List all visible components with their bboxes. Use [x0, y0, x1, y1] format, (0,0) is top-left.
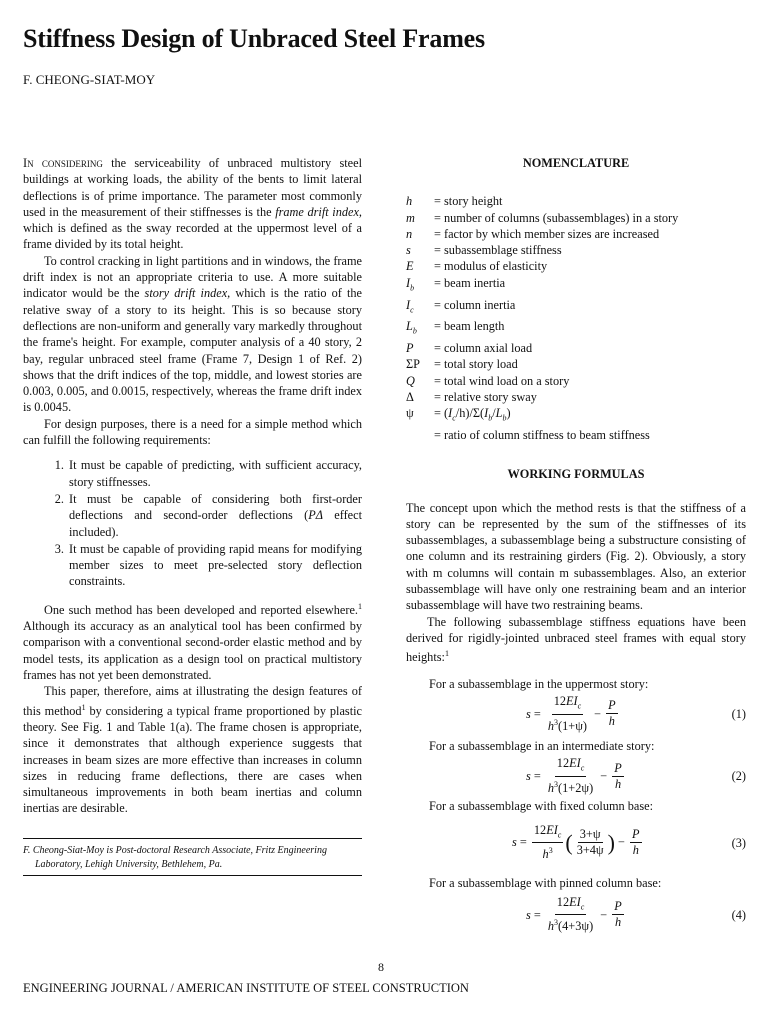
footnote-bottom-divider — [23, 875, 362, 876]
nomen-definition: = number of columns (subassemblages) in a story — [434, 210, 679, 225]
page-number: 8 — [378, 960, 384, 974]
nomenclature-table — [406, 193, 678, 443]
nomen-definition: = column inertia — [434, 297, 516, 312]
formula-caption: For a subassemblage with fixed column base: — [429, 799, 654, 814]
nomen-symbol: $I_b$ — [406, 275, 415, 293]
formulas-p2-text: The following subassemblage stiffness equations have been derived for rigidly-jointed unbraced steel frames with equal story heights: — [406, 614, 746, 665]
equation-expression: s = $\frac{12EI_c}{h^3}$ ( $\frac{3+\psi}{3+4\psi}$ ) − $\frac{P}{h}$ — [512, 822, 640, 862]
table-row — [406, 193, 678, 209]
table-row — [406, 356, 678, 372]
list-item — [67, 491, 362, 540]
formula-caption: For a subassemblage in an intermediate story: — [429, 738, 655, 753]
formula-caption: For a subassemblage with pinned column base: — [429, 875, 662, 890]
term-story-drift-index: story drift index, — [144, 286, 231, 301]
nomen-definition: = beam length — [434, 319, 505, 334]
reference-superscript: 1 — [358, 601, 362, 611]
left-column — [23, 155, 362, 876]
equation-expression: s = $\frac{12EI_c}{h^3(4+3\psi)}$ − $\frac{P}{h}$ — [526, 895, 622, 934]
table-row — [406, 318, 678, 340]
req2-end: effect included). — [69, 508, 362, 539]
intro-paragraph-4 — [23, 599, 362, 684]
nomen-symbol: P — [406, 341, 414, 356]
equation-1 — [406, 694, 746, 734]
equation-number: (1) — [731, 706, 746, 721]
nomen-symbol: ΣP — [406, 357, 420, 372]
nomen-symbol: n — [406, 226, 413, 241]
intro-paragraph-1 — [23, 155, 362, 253]
list-item: 1. It must be capable of predicting, with sufficient accuracy, story stiffnesses. — [67, 457, 362, 490]
requirements-list — [23, 457, 362, 589]
table-row — [406, 405, 678, 427]
intro-paragraph-3: For design purposes, there is a need for a simple method which can fulfill the following requirements: — [23, 416, 362, 448]
nomen-symbol: $L_b$ — [406, 319, 417, 336]
intro-p2-text: To control cracking in light partitions and in windows, the frame drift index is not an appropriate criteria to use. A more suitable indicator would be the — [23, 253, 362, 301]
nomen-definition: = relative story sway — [434, 389, 537, 404]
equation-expression: s = $\frac{12EI_c}{h^3(1+\psi)}$ − $\frac{P}{h}$ — [526, 694, 616, 733]
reference-superscript: 1 — [81, 702, 86, 712]
paper-title: Stiffness Design of Unbraced Steel Frames — [23, 24, 485, 53]
nomen-symbol: Δ — [406, 389, 414, 404]
nomen-symbol: E — [406, 259, 414, 274]
nomen-definition: = beam inertia — [434, 275, 506, 290]
intro-p1-end: which is defined as the sway recorded at the uppermost level of a frame divided by its total height. — [23, 221, 362, 252]
nomen-symbol: Q — [406, 373, 415, 388]
author-name: F. CHEONG-SIAT-MOY — [23, 72, 156, 87]
nomen-definition: = factor by which member sizes are increased — [434, 226, 660, 241]
req2-text: It must be capable of considering both first-order deflections and second-order deflections ( — [69, 491, 362, 523]
table-row — [406, 340, 678, 356]
nomen-symbol — [406, 427, 434, 443]
nomen-definition: = ratio of column stiffness to beam stiffness — [434, 427, 650, 442]
nomen-definition: = story height — [434, 194, 503, 209]
intro-paragraph-2 — [23, 253, 362, 416]
equation-2 — [406, 756, 746, 796]
equation-3 — [406, 819, 746, 867]
nomen-symbol: $I_c$ — [406, 297, 414, 314]
equation-number: (3) — [731, 835, 746, 850]
denominator-factor: (4+3ψ) — [558, 919, 594, 934]
table-row — [406, 297, 678, 319]
nomen-definition: = total story load — [434, 357, 518, 372]
intro-paragraph-5 — [23, 683, 362, 816]
reference-superscript: 1 — [444, 649, 449, 659]
formula-caption: For a subassemblage in the uppermost story: — [429, 676, 649, 691]
table-row — [406, 389, 678, 405]
nomen-symbol: m — [406, 210, 415, 225]
table-row — [406, 275, 678, 297]
intro-p5-text: This paper, therefore, aims at illustrating the design features of this method — [23, 684, 362, 718]
denominator-factor: (1+ψ) — [558, 718, 588, 733]
table-row — [406, 427, 678, 443]
formulas-paragraph-1: The concept upon which the method rests is that the stiffness of a story can be represented by the sum of the stiffnesses of its subassemblages, a subassemblage being a substructure consisting of one column and its restraining girders (Fig. 2). Obviously, a story with m columns will contain m subassemblages. Also, an exterior subassemblage will have only one restraining beam and an interior subassemblage will have two restraining beams. — [406, 500, 746, 613]
nomen-definition: = $(I_c/h)/\Sigma(I_b/L_b)$ — [434, 406, 511, 423]
table-row — [406, 373, 678, 389]
nomen-symbol: s — [406, 243, 411, 258]
nomenclature-heading: NOMENCLATURE — [522, 156, 630, 170]
denominator-factor: (1+2ψ) — [558, 780, 594, 795]
author-footnote: F. Cheong-Siat-Moy is Post-doctoral Research Associate, Fritz Engineering Laboratory, Lehigh University, Bethlehem, Pa. — [23, 844, 327, 870]
equation-number: (2) — [731, 769, 746, 784]
formulas-paragraph-2 — [406, 614, 746, 666]
right-column — [406, 155, 746, 935]
nomen-definition: = modulus of elasticity — [434, 259, 548, 274]
lead-caps: In considering — [23, 156, 103, 170]
intro-p2-end: which is the ratio of the relative sway of a story to its height. This is so because story deflections are non-uniform and generally vary markedly throughout the frame's height. For example, computer analysis of a 40 story, 2 bay, regular unbraced steel frame (Frame 7, Design 1 of Ref. 2) shows that the drift indices of the top, middle, and lowest stories are 0.003, 0.005, and 0.0015, respectively, whereas the frame drift index is 0.0045. — [23, 286, 362, 415]
equation-expression: s = $\frac{12EI_c}{h^3(1+2\psi)}$ − $\frac{P}{h}$ — [526, 756, 622, 795]
term-frame-drift-index: frame drift index, — [275, 204, 362, 219]
table-row — [406, 258, 678, 274]
nomen-symbol: ψ — [406, 406, 414, 421]
intro-p5-end: by considering a typical frame proportioned by plastic theory. See Fig. 1 and Table 1(a). The frame chosen is appropriate, since it demonstrates that although experience suggests that increases in beam sizes are more effective than increases in column sizes in reducing frame deflections, there are cases when simultaneous improvements in both beam inertias and column inertias are desirable. — [23, 703, 362, 816]
intro-p4-end: Although its accuracy as an analytical tool has been confirmed by comparison with a conventional second-order elastic method and by model tests, its application as a design tool on practical multistory frames has not yet been demonstrated. — [23, 619, 362, 682]
intro-p1-text: the serviceability of unbraced multistory steel buildings at working loads, the ability of the bents to limit lateral deflections is of prime importance. The parameter most commonly used in the measurement of their stiffnesses is the — [23, 156, 362, 219]
table-row — [406, 210, 678, 226]
working-formulas-heading: WORKING FORMULAS — [507, 467, 645, 482]
equation-number: (4) — [731, 907, 746, 922]
table-row — [406, 242, 678, 258]
intro-p4-text: One such method has been developed and reported elsewhere. — [44, 602, 358, 617]
table-row — [406, 226, 678, 242]
journal-footer: ENGINEERING JOURNAL / AMERICAN INSTITUTE OF STEEL CONSTRUCTION — [23, 981, 469, 995]
nomen-definition: = subassemblage stiffness — [434, 243, 562, 258]
nomen-definition: = total wind load on a story — [434, 373, 570, 388]
ratio-denominator: 3+4ψ — [576, 843, 604, 858]
list-item: 3. It must be capable of providing rapid means for modifying member sizes to meet pre-selected story deflection constraints. — [67, 541, 362, 590]
nomen-definition: = column axial load — [434, 341, 533, 356]
equation-4 — [406, 895, 746, 935]
nomen-symbol: h — [406, 194, 413, 209]
p-delta-term: PΔ — [308, 508, 323, 523]
ratio-numerator: 3+ψ — [579, 827, 601, 842]
